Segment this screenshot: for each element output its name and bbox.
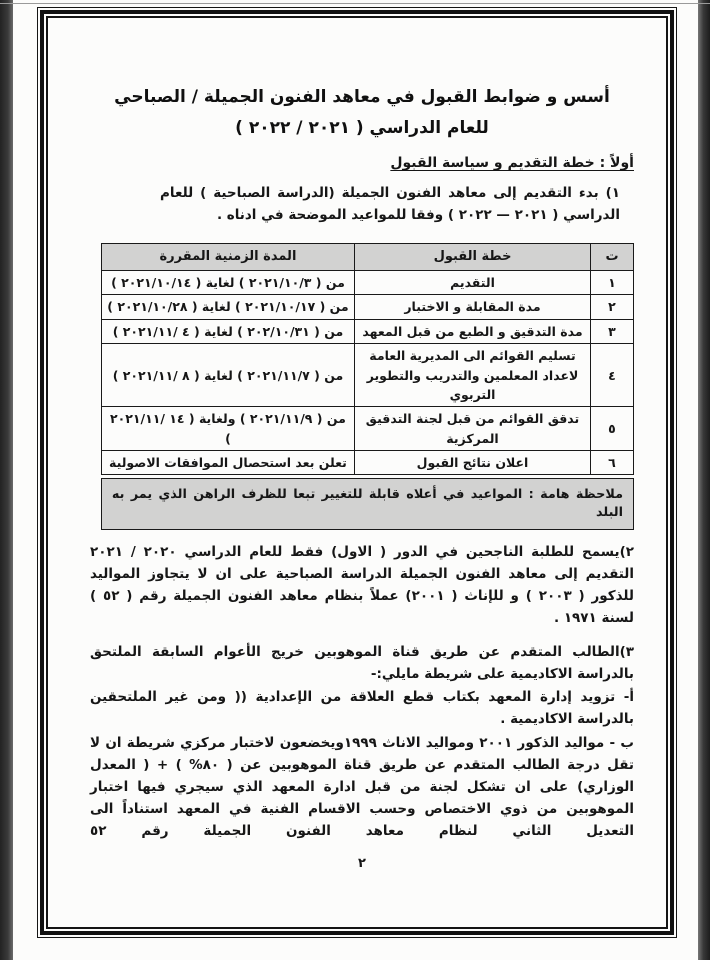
important-note: ملاحظة هامة : المواعيد في أعلاه قابلة للتغيير تبعا للظرف الراهن الذي يمر به البلد xyxy=(101,478,634,530)
row-index: ٤ xyxy=(591,344,634,407)
paragraph-3a: أ- تزويد إدارة المعهد بكتاب قطع العلاقة من الإعدادية (( ومن غير الملتحقين بالدراسة الاكاديمية . xyxy=(90,689,634,728)
page-frame-mid xyxy=(40,10,674,935)
row-duration: من ( ٢٠٢١/١٠/٣ ) لغاية ( ٢٠٢١/١٠/١٤ ) xyxy=(101,271,354,295)
table-row xyxy=(101,407,633,451)
row-index: ٦ xyxy=(591,451,634,475)
document-content xyxy=(48,18,666,927)
table-header-plan: خطة القبول xyxy=(355,243,591,270)
scan-top-line xyxy=(0,3,710,4)
table-row xyxy=(101,451,633,475)
document-title-line2: للعام الدراسي ( ٢٠٢١ / ٢٠٢٢ ) xyxy=(235,117,489,138)
row-index: ١ xyxy=(591,271,634,295)
row-duration: من ( ٢٠٢١/١١/٩ ) ولغاية ( ١٤ /٢٠٢١/١١ ) xyxy=(101,407,354,451)
row-plan: التقديم xyxy=(355,271,591,295)
row-index: ٢ xyxy=(591,295,634,319)
table-row xyxy=(101,271,633,295)
row-plan: مدة المقابلة و الاختبار xyxy=(355,295,591,319)
row-index: ٥ xyxy=(591,407,634,451)
scan-edge-left xyxy=(0,0,13,960)
row-plan: تدقق القوائم من قبل لجنة التدقيق المركزية xyxy=(355,407,591,451)
table-row xyxy=(101,295,633,319)
paragraph-1: ١) بدء التقديم إلى معاهد الفنون الجميلة (الدراسة الصباحية ) للعام الدراسي ( ٢٠٢١ — ٢٠٢٢ ) وفقا للمواعيد الموضحة في ادناه . xyxy=(160,185,620,224)
row-duration: من ( ٢٠٢١/١١/٧ ) لغاية ( ٨ /٢٠٢١/١١ ) xyxy=(101,344,354,407)
paragraph-2: ٢)يسمح للطلبة الناجحين في الدور ( الاول) فقط للعام الدراسي ٢٠٢٠ / ٢٠٢١ التقديم إلى معاهد الفنون الجميلة الدراسة الصباحية على ان لا يتجاوز المواليد للذكور ( ٢٠٠٣ ) و للإناث ( ٢٠٠١) عملاً بنظام معاهد الفنون الجميلة رقم ( ٥٢ ) لسنة ١٩٧١ . xyxy=(90,544,634,626)
document-title xyxy=(90,82,634,143)
row-duration: تعلن بعد استحصال الموافقات الاصولية xyxy=(101,451,354,475)
table-row xyxy=(101,319,633,343)
row-plan: تسليم القوائم الى المديرية العامة لاعداد المعلمين والتدريب والتطوير التربوي xyxy=(355,344,591,407)
scan-edge-right xyxy=(698,0,710,960)
page-frame xyxy=(37,7,677,938)
row-duration: من ( ٢٠٢١/١٠/١٧ ) لغاية ( ٢٠٢١/١٠/٢٨ ) xyxy=(101,295,354,319)
table-header-row xyxy=(101,243,633,270)
row-index: ٣ xyxy=(591,319,634,343)
paragraph-3b: ب - مواليد الذكور ٢٠٠١ ومواليد الاناث ١٩٩٩ويخضعون لاختبار مركزي شريطة ان لا تقل درجة الطالب المتقدم عن طريق قناة الموهوبين عن ( ٨٠% ) + ( المعدل الوزاري) على ان تشكل لجنة من قبل ادارة المعهد الذي سيجري فيها اختبار الموهوبين من ذوي الاختصاص وحسب الاقسام الفنية في المعهد استناداً الى التعديل الثاني لنظام معاهد الفنون الجميلة رقم ٥٢ xyxy=(90,735,634,839)
paragraph-3: ٣)الطالب المتقدم عن طريق قناة الموهوبين خريج الأعوام السابقة الملتحق بالدراسة الاكاديمية على شريطة مايلي:- xyxy=(90,643,634,682)
section-heading: أولاً : خطة التقديم و سياسة القبول xyxy=(390,155,634,172)
page-number: ٢ xyxy=(358,856,366,872)
row-plan: مدة التدقيق و الطبع من قبل المعهد xyxy=(355,319,591,343)
page-frame-inner xyxy=(46,16,668,929)
admission-schedule-table xyxy=(101,243,634,476)
row-duration: من ( ٢٠٢/١٠/٣١ ) لغاية ( ٤ /٢٠٢١/١١ ) xyxy=(101,319,354,343)
table-row xyxy=(101,344,633,407)
document-title-line1: أسس و ضوابط القبول في معاهد الفنون الجميلة / الصباحي xyxy=(114,87,610,107)
row-plan: اعلان نتائج القبول xyxy=(355,451,591,475)
table-header-duration: المدة الزمنية المقررة xyxy=(101,243,354,270)
table-header-index: ت xyxy=(591,243,634,270)
